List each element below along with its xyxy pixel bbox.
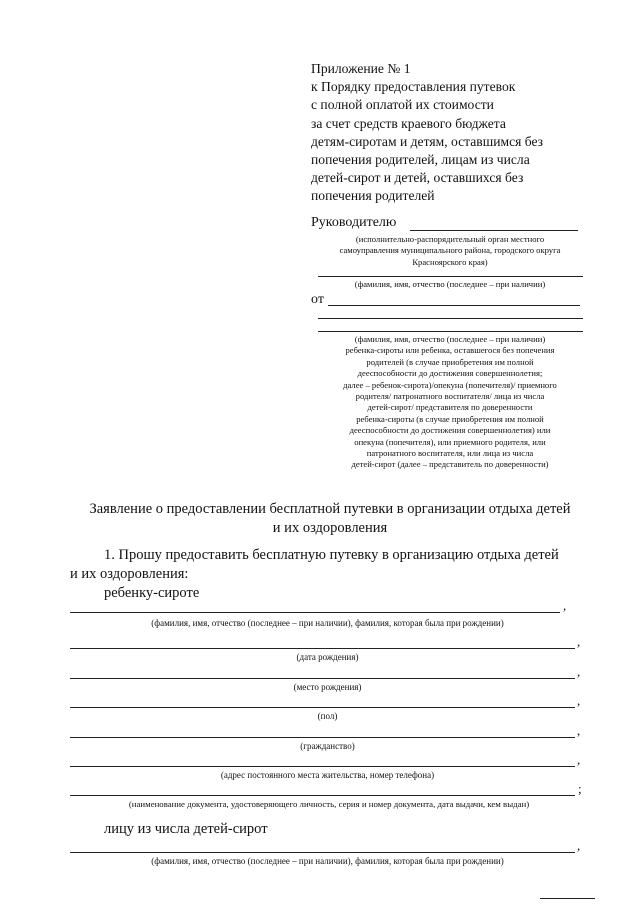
birth-place-line[interactable] (70, 678, 575, 679)
header-line-2: к Порядку предоставления путевок (311, 79, 516, 95)
addressee-fio-line[interactable] (318, 276, 583, 277)
header-line-7: детей-сирот и детей, оставшихся без (311, 170, 524, 186)
birth-date-caption: (дата рождения) (296, 652, 359, 662)
sex-caption: (пол) (317, 711, 338, 721)
header-line-3: с полной оплатой их стоимости (311, 97, 494, 113)
comma: , (577, 838, 581, 853)
comma: , (577, 634, 581, 649)
comma: , (577, 693, 581, 708)
paragraph-1-line-1: 1. Прошу предоставить бесплатную путевку в организацию отдыха детей (104, 547, 559, 563)
semicolon: ; (578, 781, 582, 796)
sender-line-3[interactable] (318, 331, 583, 332)
paragraph-1-line-2: и их оздоровления: (70, 566, 189, 582)
header-line-5: детям-сиротам и детям, оставшимся без (311, 133, 544, 149)
header-line-8: попечения родителей (311, 188, 435, 204)
addressee-caption: (исполнительно-распорядительный орган местного самоуправления муниципального района, городского округа Красноярского края) (339, 234, 561, 267)
comma: , (577, 752, 581, 767)
footer-rule (540, 898, 595, 899)
header-line-6: попечения родителей, лицам из числа (311, 152, 530, 168)
document-title: Заявление о предоставлении бесплатной путевки в организации отдыха детей и их оздоровления (89, 501, 571, 536)
birth-place-caption: (место рождения) (293, 682, 362, 692)
child-fio-line[interactable] (70, 612, 560, 613)
sender-line-1[interactable] (328, 305, 580, 306)
comma: , (577, 664, 581, 679)
comma: , (563, 598, 567, 613)
appendix-header (311, 60, 601, 206)
child-fio-caption: (фамилия, имя, отчество (последнее – при наличии), фамилия, которая была при рождении) (151, 618, 504, 628)
header-line-1: Приложение № 1 (311, 61, 411, 76)
id-document-line[interactable] (70, 795, 575, 796)
addressee-input-line[interactable] (410, 230, 578, 231)
citizenship-caption: (гражданство) (300, 741, 355, 751)
sender-label: от (311, 292, 324, 307)
address-caption: (адрес постоянного места жительства, номер телефона) (220, 770, 435, 780)
addressee-label: Руководителю (311, 215, 397, 230)
sender-line-2[interactable] (318, 318, 583, 319)
comma: , (577, 723, 581, 738)
header-line-4: за счет средств краевого бюджета (311, 115, 506, 131)
orphan-fio-line[interactable] (70, 852, 575, 853)
citizenship-line[interactable] (70, 737, 575, 738)
id-document-caption: (наименование документа, удостоверяющего личность, серия и номер документа, дата выдачи, кем выдан) (128, 799, 530, 809)
sender-caption: (фамилия, имя, отчество (последнее – при наличии) ребенка-сироты или ребенка, оставшегося без попечения родителей (в случае приобретения им полной дееспособности до достижения совершеннолетия; далее – ребенок-сирота)/опекуна (попечителя)/ приемного родителя/ патронатного воспитателя/ лица из числа детей-сирот/ представителя по доверенности ребенка-сироты (в случае приобретения им полной дееспособности до достижения совершеннолетия) или опекуна (попечителя), или приемного родителя, или патронатного воспитателя, или лица из числа детей-сирот (далее – представитель по доверенности) (343, 334, 557, 470)
address-line[interactable] (70, 766, 575, 767)
orphan-label: лицу из числа детей-сирот (104, 821, 268, 837)
orphan-fio-caption: (фамилия, имя, отчество (последнее – при наличии), фамилия, которая была при рождении) (151, 856, 504, 866)
sex-line[interactable] (70, 707, 575, 708)
addressee-fio-caption: (фамилия, имя, отчество (последнее – при наличии) (354, 279, 546, 289)
birth-date-line[interactable] (70, 648, 575, 649)
child-label: ребенку-сироте (104, 585, 200, 601)
